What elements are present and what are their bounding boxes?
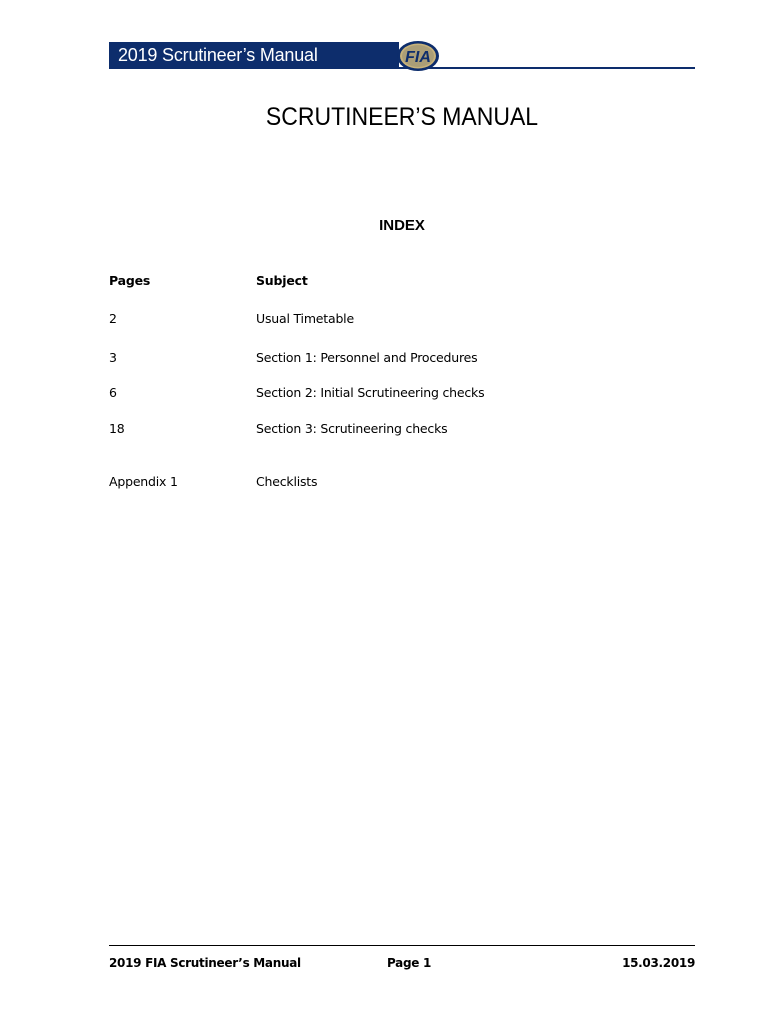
index-page: Appendix 1: [109, 474, 178, 489]
fia-logo-icon: [396, 40, 440, 72]
fia-logo-text: FIA: [405, 49, 431, 66]
header-title: 2019 Scrutineer’s Manual: [118, 45, 318, 65]
index-page: 3: [109, 350, 117, 365]
footer-date: 15.03.2019: [622, 956, 695, 970]
header-band: [109, 42, 399, 69]
index-subject: Usual Timetable: [256, 311, 354, 326]
index-page: 2: [109, 311, 117, 326]
index-page: 18: [109, 421, 125, 436]
index-heading: INDEX: [379, 217, 425, 234]
header-rule: [399, 67, 695, 69]
index-subject: Section 1: Personnel and Procedures: [256, 350, 478, 365]
footer-document-name: 2019 FIA Scrutineer’s Manual: [109, 956, 301, 970]
index-subject: Section 3: Scrutineering checks: [256, 421, 448, 436]
index-subject: Section 2: Initial Scrutineering checks: [256, 385, 485, 400]
document-title: SCRUTINEER’S MANUAL: [265, 103, 539, 131]
index-page: 6: [109, 385, 117, 400]
page-footer: [109, 956, 695, 972]
subject-column-header: Subject: [256, 273, 308, 288]
pages-column-header: Pages: [109, 273, 151, 288]
footer-rule: [109, 945, 695, 946]
index-subject: Checklists: [256, 474, 318, 489]
footer-page-number: Page 1: [387, 956, 432, 970]
